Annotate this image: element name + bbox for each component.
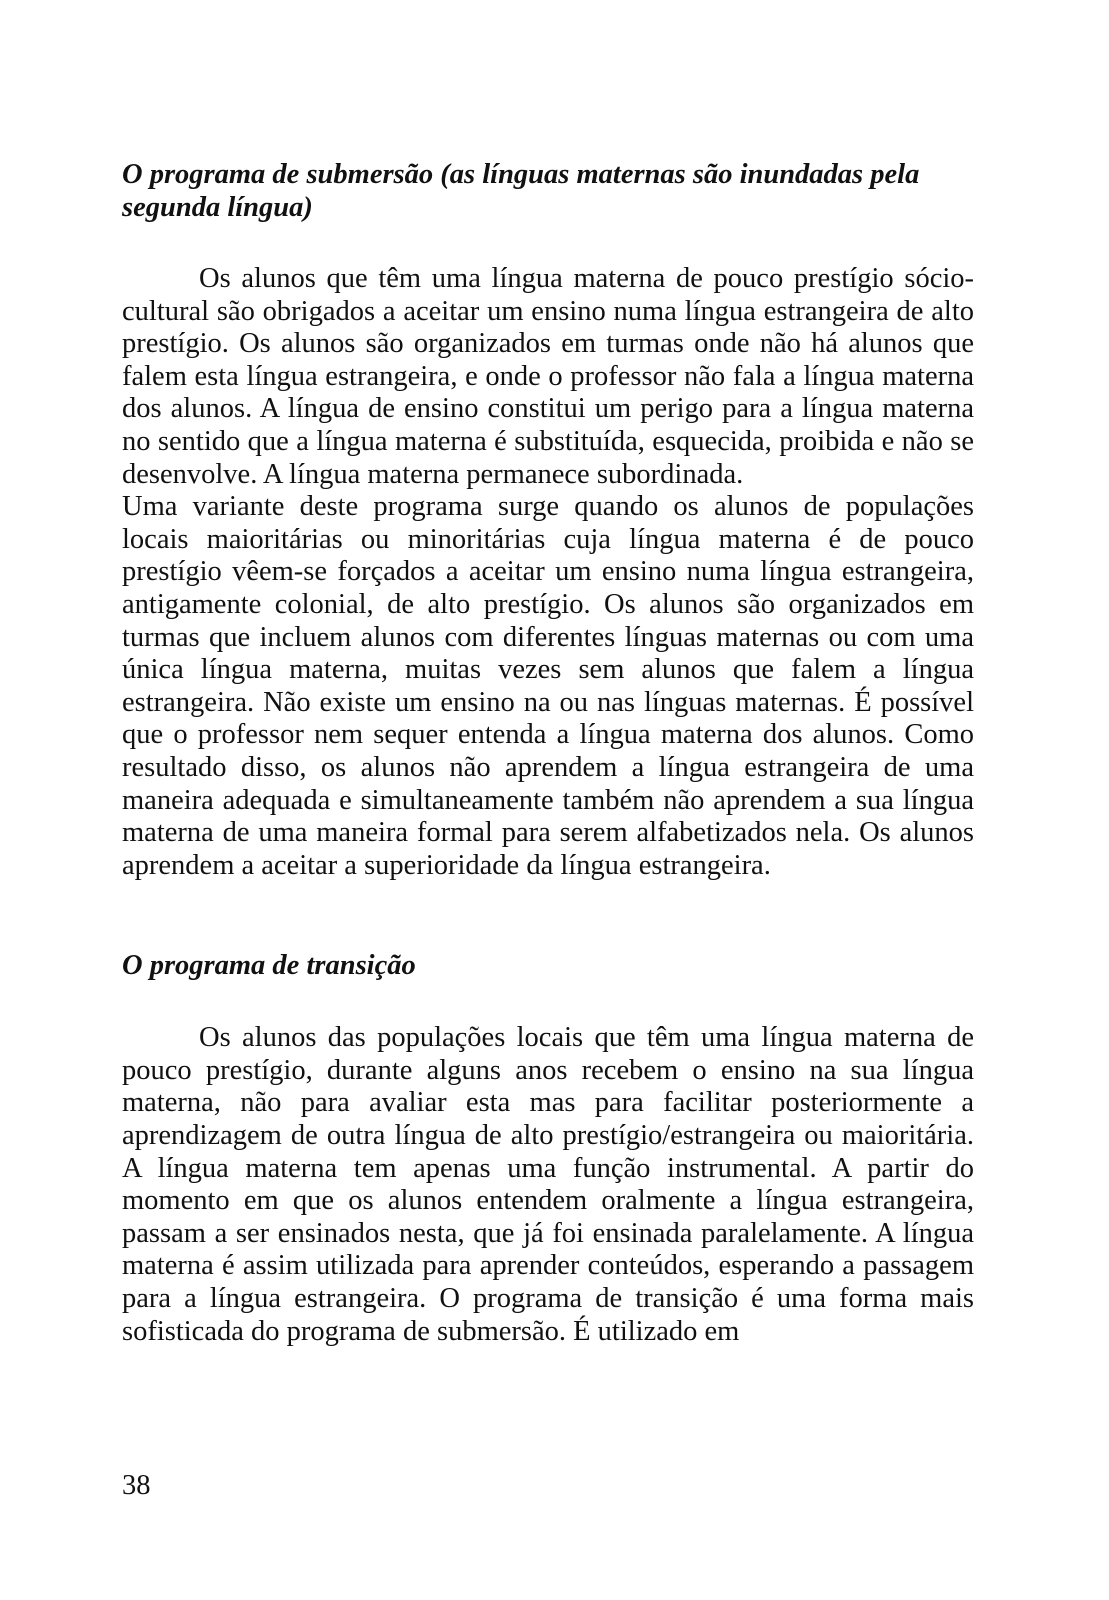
paragraph: Os alunos que têm uma língua materna de pouco prestígio sócio-cultural são obrigados a aceitar um ensino numa língua estrangeira de alto prestígio. Os alunos são organizados em turmas onde não há alunos que falem esta língua estrangeira, e onde o professor não fala a língua materna dos alunos. A língua de ensino constitui um perigo para a língua materna no sentido que a língua materna é substituída, esquecida, proibida e não se desenvolve. A língua materna permanece subordinada. [122, 263, 974, 490]
section-heading-submersion: O programa de submersão (as línguas maternas são inundadas pela segunda língua) [122, 159, 920, 223]
page-body [122, 158, 974, 1348]
paragraph: Os alunos das populações locais que têm uma língua materna de pouco prestígio, durante alguns anos recebem o ensino na sua língua materna, não para avaliar esta mas para facilitar posteriormente a aprendizagem de outra língua de alto prestígio/estrangeira ou maioritária. A língua materna tem apenas uma função instrumental. A partir do momento em que os alunos entendem oralmente a língua estrangeira, passam a ser ensinados nesta, que já foi ensinada paralelamente. A língua materna é assim utilizada para aprender conteúdos, esperando a passagem para a língua estrangeira. O programa de transição é uma forma mais sofisticada do programa de submersão. É utilizado em [122, 1022, 974, 1347]
section-heading-transition: O programa de transição [122, 950, 416, 982]
paragraph: Uma variante deste programa surge quando os alunos de populações locais maioritárias ou minoritárias cuja língua materna é de pouco prestígio vêem-se forçados a aceitar um ensino numa língua estrangeira, antigamente colonial, de alto prestígio. Os alunos são organizados em turmas que incluem alunos com diferentes línguas maternas ou com uma única língua materna, muitas vezes sem alunos que falem a língua estrangeira. Não existe um ensino na ou nas línguas maternas. É possível que o professor nem sequer entenda a língua materna dos alunos. Como resultado disso, os alunos não aprendem a língua estrangeira de uma maneira adequada e simultaneamente também não aprendem a sua língua materna de uma maneira formal para serem alfabetizados nela. Os alunos aprendem a aceitar a superioridade da língua estrangeira. [122, 491, 974, 881]
page-number: 38 [122, 1470, 151, 1501]
